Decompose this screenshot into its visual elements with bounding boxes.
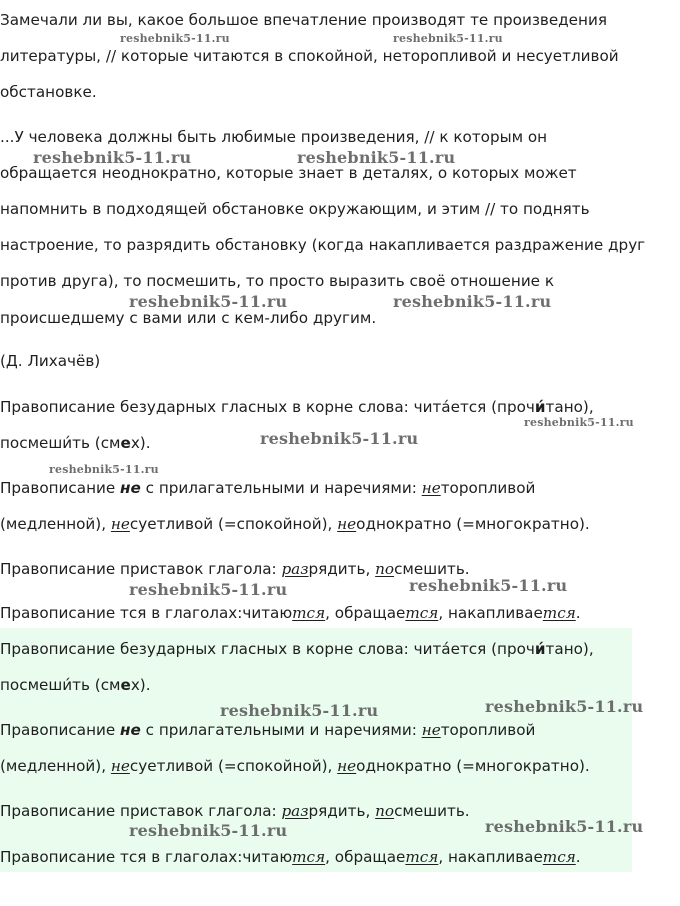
rule-vowels-line-2 — [0, 432, 151, 454]
morpheme-mark: не — [421, 479, 441, 497]
watermark: reshebnik5-11.ru — [33, 148, 192, 167]
morpheme-mark: не — [337, 757, 357, 775]
rule-text: посмеши́ть (см — [0, 434, 121, 452]
morpheme-mark: тся — [542, 848, 576, 866]
watermark: reshebnik5-11.ru — [297, 148, 456, 167]
rule-text: Правописание — [0, 721, 121, 739]
morpheme-mark: тся — [405, 848, 439, 866]
paragraph-2-line-6: происшедшему с вами или с кем-либо другим. — [0, 309, 377, 327]
rule-text: однократно (=многократно). — [356, 757, 590, 775]
morpheme-mark: раз — [281, 802, 309, 820]
morpheme-mark: не — [337, 515, 357, 533]
rule-text: смешить. — [394, 802, 470, 820]
morpheme-mark: тся — [542, 604, 576, 622]
rule-text: Правописание тся в глаголах:читаю — [0, 604, 293, 622]
rule-text: (медленной), — [0, 757, 111, 775]
rule-text: Правописание — [0, 479, 121, 497]
paragraph-2-line-3: напомнить в подходящей обстановке окружающим, и этим // то поднять — [0, 200, 590, 218]
rule-text: . — [575, 604, 581, 622]
watermark: reshebnik5-11.ru — [49, 463, 159, 476]
watermark: reshebnik5-11.ru — [485, 817, 644, 836]
rule-vowels-line-2 — [0, 674, 151, 696]
watermark: reshebnik5-11.ru — [129, 292, 288, 311]
rule-text: с прилагательными и наречиями: — [140, 721, 422, 739]
rule-term: не — [120, 479, 141, 497]
paragraph-1-line-2: литературы, // которые читаются в спокойной, неторопливой и несуетливой — [0, 47, 619, 65]
rule-tsa-line — [0, 602, 581, 624]
rule-text: х). — [130, 434, 151, 452]
rule-text: смешить. — [394, 560, 470, 578]
rule-letter: е — [120, 676, 131, 694]
paragraph-1-line-1: Замечали ли вы, какое большое впечатление производят те произведения — [0, 11, 607, 29]
rule-text: . — [575, 848, 581, 866]
morpheme-mark: не — [421, 721, 441, 739]
paragraph-2-line-2: обращается неоднократно, которые знает в деталях, о которых может — [0, 164, 577, 182]
morpheme-mark: не — [110, 515, 130, 533]
rule-ne-line-2 — [0, 513, 590, 535]
rule-letter: и́ — [534, 640, 546, 658]
rule-vowels-line-1 — [0, 396, 594, 418]
rule-text: суетливой (=спокойной), — [129, 757, 338, 775]
rule-term: не — [120, 721, 141, 739]
morpheme-mark: по — [375, 560, 395, 578]
rule-text: суетливой (=спокойной), — [129, 515, 338, 533]
rule-text: тано), — [545, 398, 594, 416]
watermark: reshebnik5-11.ru — [129, 580, 288, 599]
rule-text: Правописание приставок глагола: — [0, 802, 282, 820]
rule-text: Правописание тся в глаголах:читаю — [0, 848, 293, 866]
morpheme-mark: тся — [292, 604, 326, 622]
rule-text: торопливой — [440, 479, 536, 497]
rule-text: Правописание безударных гласных в корне слова: чита́ется (проч — [0, 398, 535, 416]
rule-letter: е — [120, 434, 131, 452]
rule-ne-line-1 — [0, 719, 535, 741]
rule-ne-line-2 — [0, 755, 590, 777]
watermark: reshebnik5-11.ru — [393, 32, 503, 45]
watermark: reshebnik5-11.ru — [393, 292, 552, 311]
watermark: reshebnik5-11.ru — [260, 429, 419, 448]
watermark: reshebnik5-11.ru — [409, 576, 568, 595]
watermark: reshebnik5-11.ru — [485, 697, 644, 716]
rule-text: тано), — [545, 640, 594, 658]
author-line: (Д. Лихачёв) — [0, 352, 101, 370]
paragraph-1-line-3: обстановке. — [0, 83, 97, 101]
rule-text: торопливой — [440, 721, 536, 739]
rule-prefix-line — [0, 800, 470, 822]
rule-text: х). — [130, 676, 151, 694]
rule-text: , обращае — [325, 848, 406, 866]
paragraph-2-line-1: ...У человека должны быть любимые произведения, // к которым он — [0, 128, 548, 146]
rule-vowels-line-1 — [0, 638, 594, 660]
morpheme-mark: тся — [405, 604, 439, 622]
rule-text: однократно (=многократно). — [356, 515, 590, 533]
rule-text: посмеши́ть (см — [0, 676, 121, 694]
rule-text: рядить, — [308, 560, 376, 578]
rule-text: Правописание безударных гласных в корне слова: чита́ется (проч — [0, 640, 535, 658]
paragraph-2-line-4: настроение, то разрядить обстановку (когда накапливается раздражение друг — [0, 236, 646, 254]
morpheme-mark: раз — [281, 560, 309, 578]
watermark: reshebnik5-11.ru — [220, 701, 379, 720]
paragraph-2-line-5: против друга), то посмешить, то просто выразить своё отношение к — [0, 272, 555, 290]
morpheme-mark: тся — [292, 848, 326, 866]
rule-prefix-line — [0, 558, 470, 580]
rule-text: , обращае — [325, 604, 406, 622]
rule-text: (медленной), — [0, 515, 111, 533]
watermark: reshebnik5-11.ru — [524, 416, 634, 429]
rule-text: , накапливае — [438, 604, 543, 622]
rule-text: с прилагательными и наречиями: — [140, 479, 422, 497]
rule-tsa-line — [0, 846, 581, 868]
watermark: reshebnik5-11.ru — [120, 32, 230, 45]
rule-letter: и́ — [534, 398, 546, 416]
watermark: reshebnik5-11.ru — [129, 821, 288, 840]
rule-text: Правописание приставок глагола: — [0, 560, 282, 578]
rule-text: , накапливае — [438, 848, 543, 866]
morpheme-mark: по — [375, 802, 395, 820]
rule-ne-line-1 — [0, 477, 535, 499]
rule-text: рядить, — [308, 802, 376, 820]
morpheme-mark: не — [110, 757, 130, 775]
